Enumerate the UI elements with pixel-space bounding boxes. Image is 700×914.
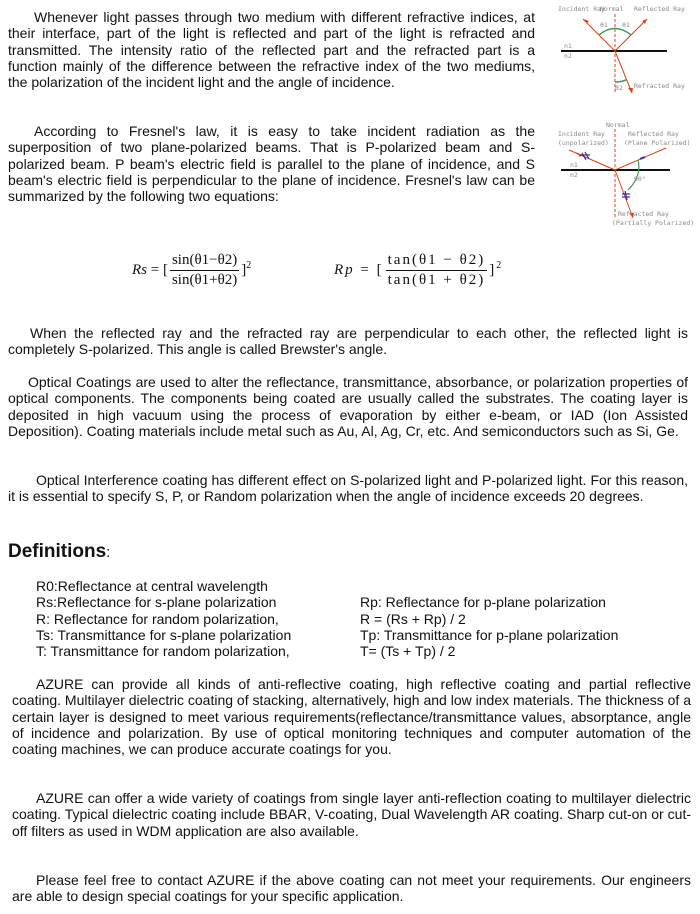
rp-power: 2 [496, 259, 504, 271]
n2-label: n2 [564, 52, 572, 60]
definitions-heading-text: Definitions [8, 541, 107, 562]
reflected-ray-label: Reflected Ray [634, 5, 685, 13]
definitions-list [36, 578, 619, 660]
contact-paragraph [12, 872, 691, 905]
theta2-label: θ2 [615, 84, 623, 92]
rs-close: ] [241, 261, 247, 278]
contact-text: Please feel free to contact AZURE if the above coating can not meet your requirements. Our engineers are able to design special coatings for your specific application. [12, 872, 691, 905]
intro-paragraph [8, 9, 535, 90]
theta1-label: θ1 [600, 21, 608, 29]
fresnel-text: According to Fresnel's law, it is easy to take incident radiation as the superposition of two plane-polarized beams. That is P-polarized beam and S-polarized beam. P beam's electric field is parallel to the plane of incidence, and S beam's electric field is perpendicular to the plane of incidence. Fresnel's law can be summarized by the following two equations: [8, 123, 535, 205]
rs-denominator: sin(θ1+θ2) [171, 272, 238, 288]
brewster-paragraph [8, 325, 688, 358]
azure-provide-text: AZURE can provide all kinds of anti-reflective coating, high reflective coating and partial reflective coating. Multilayer dielectric coating of stacking, alternatively, high and low index materials. The thickness of a certain layer is designed to meet various requirements(reflectance/transmittance values, absorptance, angle of incidence and polarization. By use of optical monitoring techniques and computer automation of the coating machines, we can produce accurate coatings for you. [12, 676, 691, 758]
brewster-diagram [556, 118, 700, 228]
refracted-ray-label: Refracted Ray [634, 82, 685, 90]
incident-ray-label: Incident Ray [558, 5, 605, 13]
interference-text: Optical Interference coating has different effect on S-polarized light and P-polarized light. For this reason, it is essential to specify S, P, or Random polarization when the angle of incidence exceeds 20 degrees. [8, 472, 688, 505]
polarization-symbol-reflected [640, 157, 645, 159]
definition-row [36, 594, 606, 611]
reflected-sub-label: (Plane Polarized) [624, 139, 691, 147]
definitions-colon: : [106, 544, 111, 561]
definition-row [36, 643, 456, 660]
normal-label: Normal [606, 121, 630, 129]
rs-power: 2 [246, 259, 252, 271]
reflected-ray-label: Reflected Ray [628, 130, 679, 138]
refracted-arrow-icon [628, 88, 633, 93]
definition-row [36, 626, 619, 643]
coatings-text: Optical Coatings are used to alter the reflectance, transmittance, absorbance, or polarization properties of optical components. The components being coated are usually called the substrates. The coating layer is deposited in high vacuum using the process of evaporation by either e-beam, or IAD (Ion Assisted Deposition). Coating materials include metal such as Au, Al, Ag, Cr, etc. And semiconductors such as Si, Ge. [8, 374, 688, 439]
n1-label: n1 [564, 42, 572, 50]
refraction-diagram [556, 2, 700, 98]
brewster-text: When the reflected ray and the refracted ray are perpendicular to each other, the reflected light is completely S-polarized. This angle is called Brewster's angle. [8, 325, 688, 358]
definition-left: Rs:Reflectance for s-plane polarization [36, 594, 277, 611]
theta2-arc [615, 80, 626, 82]
rs-equals: = [ [147, 261, 168, 278]
definition-left: Ts: Transmittance for s-plane polarization [36, 626, 292, 643]
definition-left: R: Reflectance for random polarization, [36, 610, 279, 627]
rp-fraction [386, 252, 488, 289]
incident-ray-label: Incident Ray [558, 130, 605, 138]
definition-right: T= (Ts + Tp) / 2 [360, 643, 456, 660]
definition-row [36, 610, 466, 627]
definition-right: Rp: Reflectance for p-plane polarization [360, 594, 606, 611]
azure-offer-paragraph [12, 790, 691, 839]
theta1-reflected-label: θ1 [622, 21, 630, 29]
n1-label: n1 [570, 161, 578, 169]
rp-numerator: tan(θ1 − θ2) [386, 252, 488, 271]
rp-equation [334, 252, 503, 289]
rs-equation [132, 252, 251, 289]
fresnel-paragraph [8, 123, 535, 204]
incident-sub-label: (unpolarized) [558, 139, 609, 147]
definition-row [36, 578, 291, 594]
n2-label: n2 [570, 171, 578, 179]
refracted-sub-label: (Partially Polarized) [612, 219, 695, 227]
rs-numerator: sin(θ1−θ2) [170, 252, 239, 271]
azure-offer-text: AZURE can offer a wide variety of coatings from single layer anti-reflection coating to multilayer dielectric coating. Typical dielectric coating include BBAR, V-coating, Dual Wavelength AR coating. Sharp cut-on or cut-off filters as used in WDM application are also available. [12, 790, 691, 839]
rp-lhs: Rp [334, 261, 355, 278]
definition-right: R = (Rs + Rp) / 2 [360, 610, 466, 627]
definitions-heading [8, 541, 110, 563]
polarization-symbol-incident [580, 152, 590, 160]
azure-provide-paragraph [12, 676, 691, 757]
normal-label: Normal [600, 5, 624, 13]
coatings-paragraph [8, 374, 688, 439]
rp-close: ] [489, 261, 497, 278]
rs-fraction [170, 252, 239, 289]
definition-left: T: Transmittance for random polarization, [36, 643, 290, 660]
intro-text: Whenever light passes through two medium with different refractive indices, at their interface, part of the light is reflected and part of the light is refracted and transmitted. The intensity ratio of the reflected part and the refracted part is a function mainly of the difference between the refractive index of the two mediums, the polarization of the incident light and the angle of incidence. [8, 9, 535, 91]
definition-right: Tp: Transmittance for p-plane polarization [360, 626, 619, 643]
interference-paragraph [8, 472, 688, 505]
definition-left: R0:Reflectance at central wavelength [36, 578, 268, 594]
rp-denominator: tan(θ1 + θ2) [387, 272, 486, 288]
refracted-ray-label: Refracted Ray [618, 210, 669, 218]
rp-equals: = [ [354, 261, 384, 278]
rs-lhs: Rs [132, 261, 147, 278]
angle-label: 90° [634, 175, 646, 183]
